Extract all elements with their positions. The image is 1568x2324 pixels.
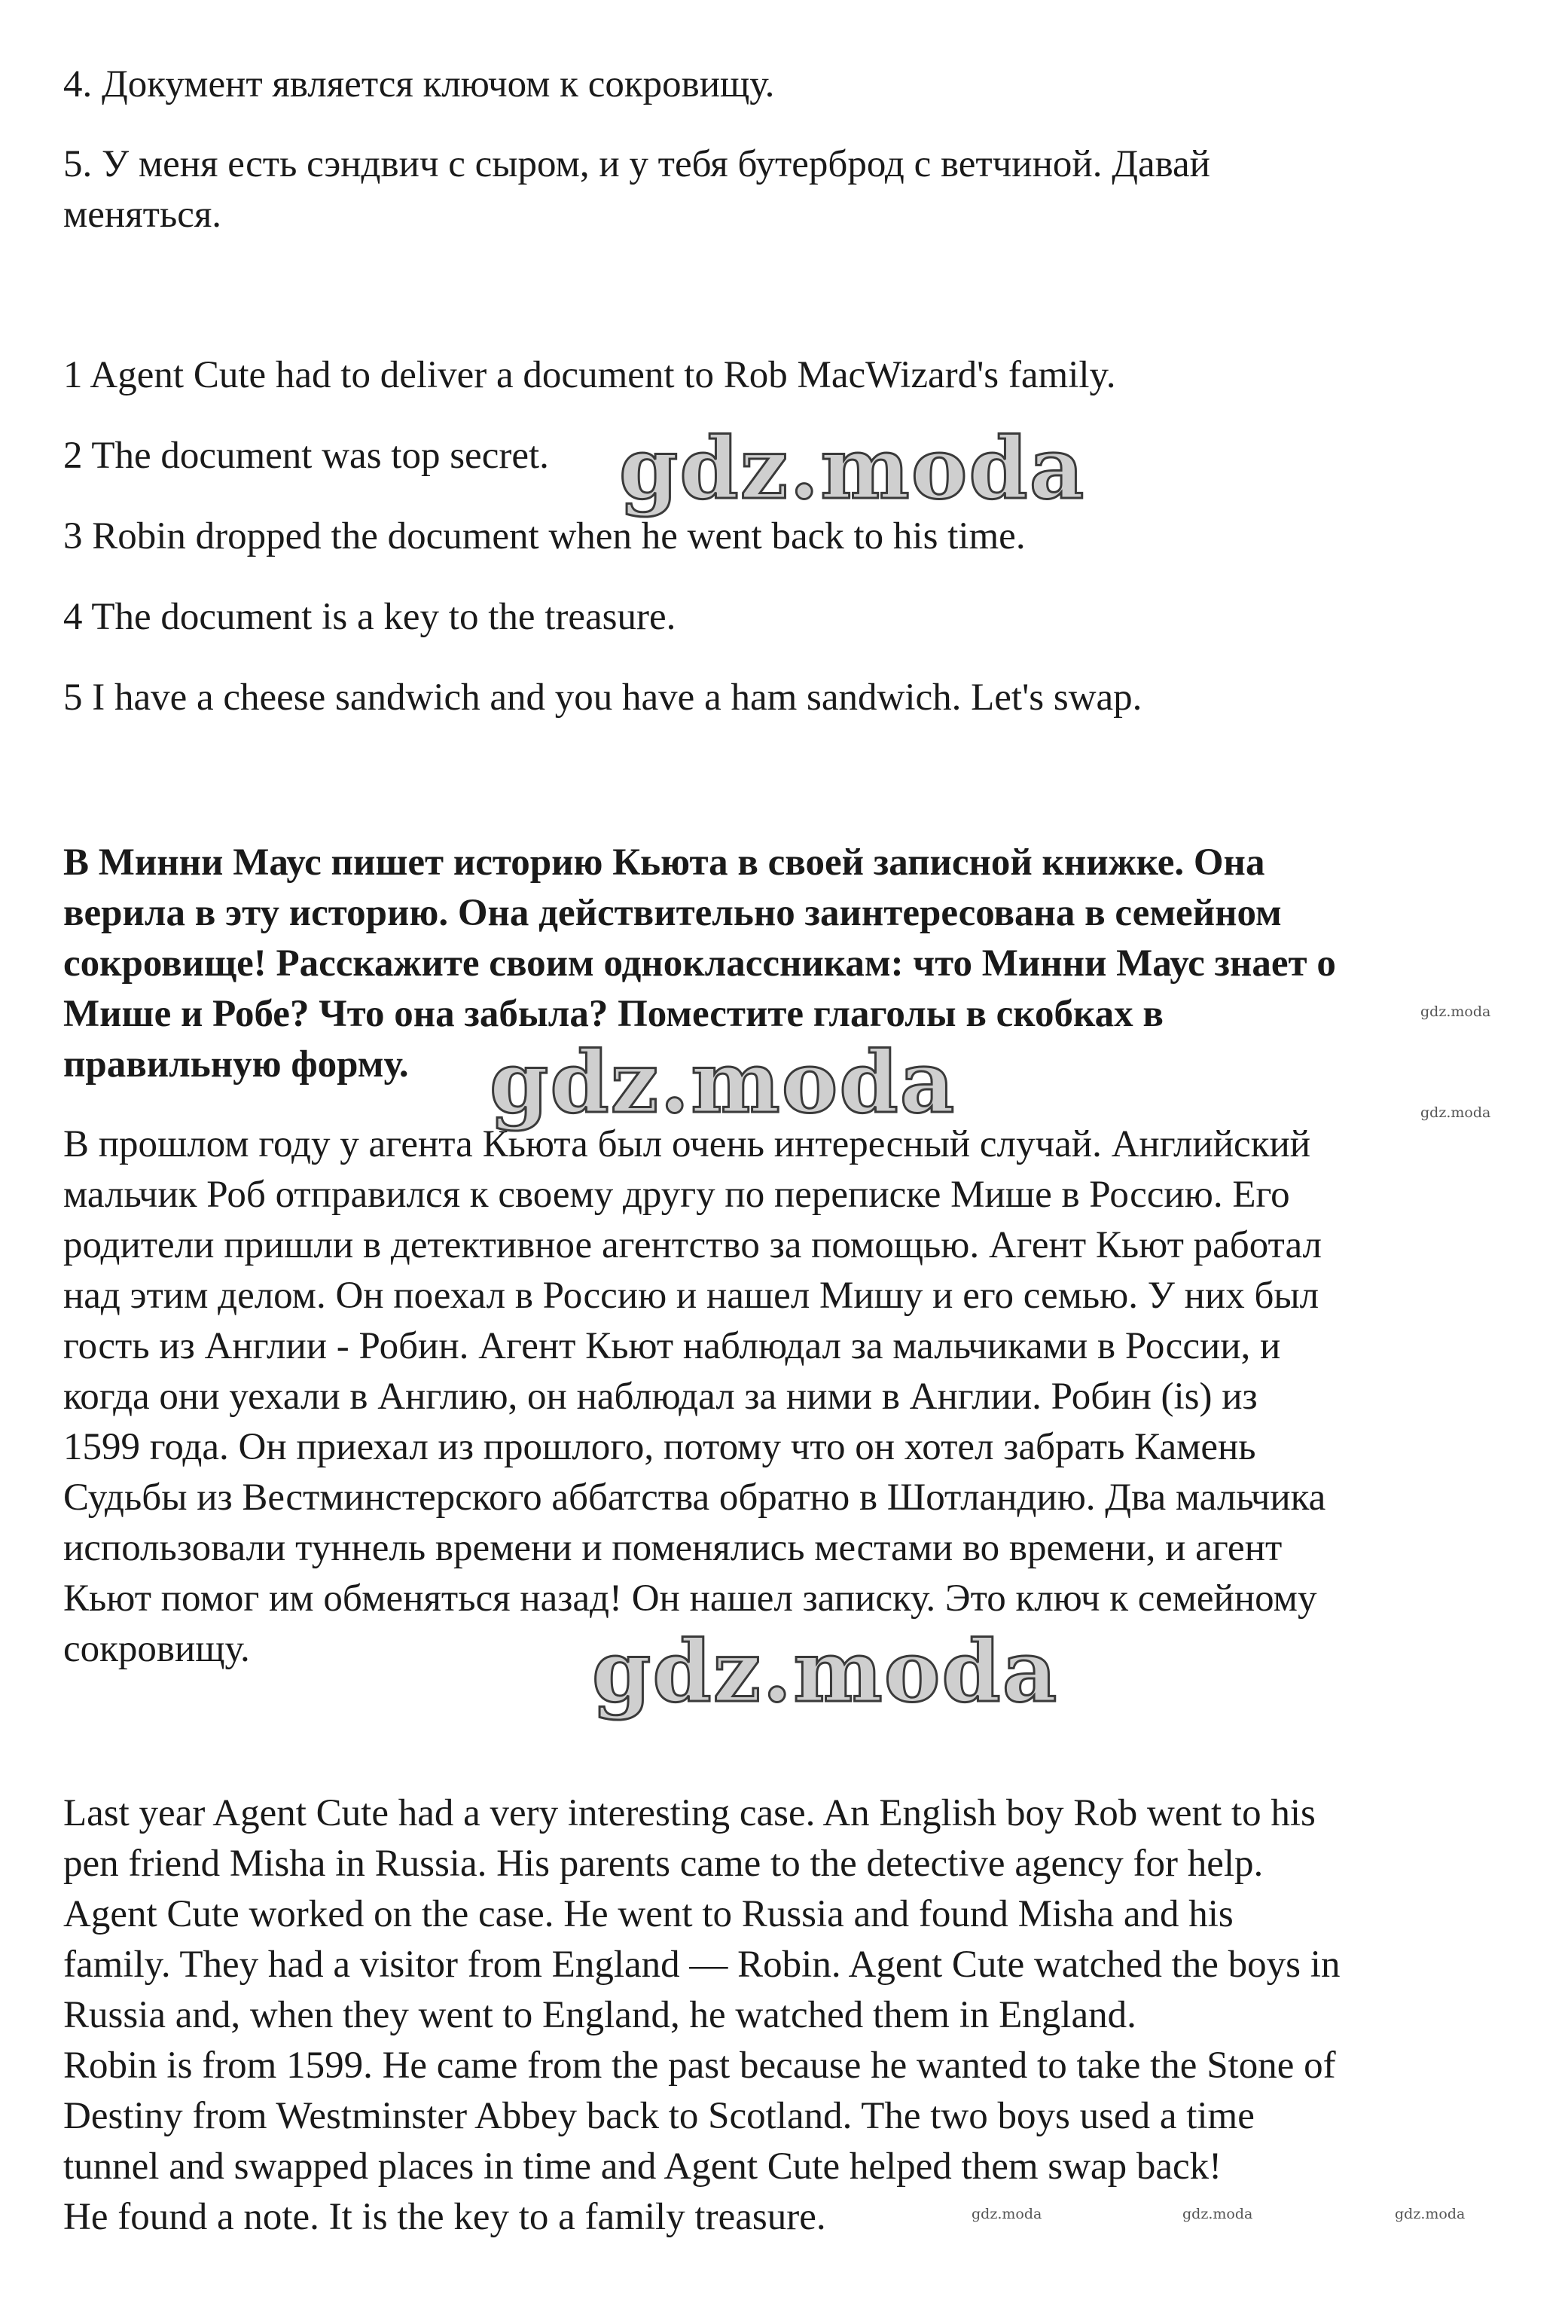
russian-sentence-4: 4. Документ является ключом к сокровищу.: [63, 63, 775, 105]
english-sentence-4: 4 The document is a key to the treasure.: [63, 596, 676, 638]
russian-story-line-9: использовали туннель времени и поменялись местами во времени, и агент: [63, 1527, 1283, 1569]
russian-story-line-8: Судьбы из Вестминстерского аббатства обратно в Шотландию. Два мальчика: [63, 1477, 1326, 1519]
russian-story-line-6: когда они уехали в Англию, он наблюдал за ними в Англии. Робин (is) из: [63, 1376, 1258, 1418]
russian-sentence-5: 5. У меня есть сэндвич с сыром, и у тебя бутерброд с ветчиной. Давай: [63, 143, 1210, 185]
english-story-line-7: Destiny from Westminster Abbey back to Scotland. The two boys used a time: [63, 2095, 1255, 2137]
task-line-4: Мише и Робе? Что она забыла? Поместите глаголы в скобках в: [63, 993, 1164, 1035]
russian-sentence-5-cont: меняться.: [63, 194, 222, 236]
watermark-small-1: gdz.moda: [1420, 1003, 1491, 1020]
english-sentence-2: 2 The document was top secret.: [63, 435, 549, 477]
english-sentence-3: 3 Robin dropped the document when he went back to his time.: [63, 515, 1026, 557]
watermark-large-3: gdz.moda: [592, 1623, 1059, 1721]
russian-story-line-3: родители пришли в детективное агентство за помощью. Агент Кьют работал: [63, 1224, 1322, 1266]
english-story-line-3: Agent Cute worked on the case. He went to Russia and found Misha and his: [63, 1893, 1234, 1935]
watermark-small-4: gdz.moda: [1182, 2206, 1253, 2222]
english-story-line-6: Robin is from 1599. He came from the past because he wanted to take the Stone of: [63, 2045, 1336, 2087]
watermark-large-1: gdz.moda: [619, 420, 1086, 518]
russian-story-line-10: Кьют помог им обменяться назад! Он нашел записку. Это ключ к семейному: [63, 1577, 1317, 1620]
watermark-large-2: gdz.moda: [490, 1034, 956, 1132]
russian-story-line-4: над этим делом. Он поехал в Россию и нашел Мишу и его семью. У них был: [63, 1275, 1319, 1317]
watermark-small-3: gdz.moda: [972, 2206, 1042, 2222]
russian-story-line-1: В прошлом году у агента Кьюта был очень интересный случай. Английский: [63, 1123, 1311, 1165]
english-story-line-9: He found a note. It is the key to a family treasure.: [63, 2196, 826, 2238]
watermark-small-5: gdz.moda: [1395, 2206, 1466, 2222]
english-sentence-5: 5 I have a cheese sandwich and you have a ham sandwich. Let's swap.: [63, 676, 1142, 719]
english-story-line-4: family. They had a visitor from England — Robin. Agent Cute watched the boys in: [63, 1944, 1341, 1986]
watermark-small-2: gdz.moda: [1420, 1104, 1491, 1121]
russian-story-line-11: сокровищу.: [63, 1628, 250, 1670]
english-story-line-5: Russia and, when they went to England, he watched them in England.: [63, 1994, 1136, 2036]
russian-story-line-7: 1599 года. Он приехал из прошлого, потому что он хотел забрать Камень: [63, 1426, 1256, 1468]
english-story-line-1: Last year Agent Cute had a very interesting case. An English boy Rob went to his: [63, 1792, 1316, 1834]
english-sentence-1: 1 Agent Cute had to deliver a document to Rob MacWizard's family.: [63, 354, 1116, 396]
task-line-3: сокровище! Расскажите своим одноклассникам: что Минни Маус знает о: [63, 942, 1336, 985]
english-story-line-8: tunnel and swapped places in time and Agent Cute helped them swap back!: [63, 2145, 1222, 2188]
task-line-5: правильную форму.: [63, 1043, 409, 1086]
russian-story-line-2: мальчик Роб отправился к своему другу по переписке Мише в Россию. Его: [63, 1174, 1290, 1216]
task-line-1: В Минни Маус пишет историю Кьюта в своей записной книжке. Она: [63, 841, 1265, 884]
english-story-line-2: pen friend Misha in Russia. His parents came to the detective agency for help.: [63, 1843, 1264, 1885]
task-line-2: верила в эту историю. Она действительно заинтересована в семейном: [63, 892, 1282, 934]
russian-story-line-5: гость из Англии - Робин. Агент Кьют наблюдал за мальчиками в России, и: [63, 1325, 1281, 1367]
